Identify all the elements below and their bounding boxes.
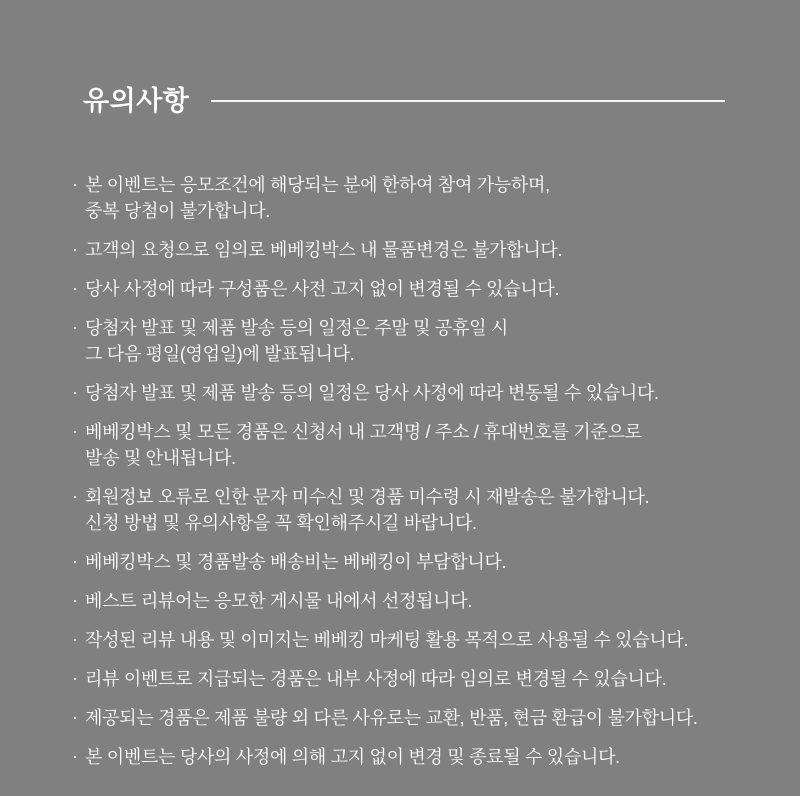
bullet-dot-icon: · bbox=[72, 317, 78, 338]
note-item bbox=[72, 744, 740, 770]
note-item bbox=[72, 549, 740, 575]
notice-header bbox=[85, 68, 740, 134]
note-text: 당사 사정에 따라 구성품은 사전 고지 없이 변경될 수 있습니다. bbox=[85, 279, 560, 300]
note-text: 회원정보 오류로 인한 문자 미수신 및 경품 미수령 시 재발송은 불가합니다. 신청 방법 및 유의사항을 꼭 확인해주시길 바랍니다. bbox=[85, 487, 650, 534]
bullet-dot-icon: · bbox=[72, 629, 78, 650]
bullet-dot-icon: · bbox=[72, 590, 78, 611]
title-rule bbox=[211, 100, 725, 102]
note-item bbox=[72, 315, 740, 367]
bullet-dot-icon: · bbox=[72, 278, 78, 299]
bullet-dot-icon: · bbox=[72, 174, 78, 195]
bullet-dot-icon: · bbox=[72, 746, 78, 767]
page-title: 유의사항 bbox=[83, 86, 190, 117]
note-text: 당첨자 발표 및 제품 발송 등의 일정은 주말 및 공휴일 시 그 다음 평일(영업일)에 발표됩니다. bbox=[85, 318, 508, 365]
note-item bbox=[72, 172, 740, 224]
note-text: 제공되는 경품은 제품 불량 외 다른 사유로는 교환, 반품, 현금 환급이 불가합니다. bbox=[85, 708, 698, 729]
note-text: 리뷰 이벤트로 지급되는 경품은 내부 사정에 따라 임의로 변경될 수 있습니다. bbox=[85, 669, 667, 690]
bullet-dot-icon: · bbox=[72, 421, 78, 442]
note-text: 베베킹박스 및 경품발송 배송비는 베베킹이 부담합니다. bbox=[85, 552, 507, 573]
notes-list bbox=[72, 172, 740, 770]
note-item bbox=[72, 627, 740, 653]
note-item bbox=[72, 705, 740, 731]
bullet-dot-icon: · bbox=[72, 707, 78, 728]
bullet-dot-icon: · bbox=[72, 382, 78, 403]
note-item bbox=[72, 484, 740, 536]
note-text: 베스트 리뷰어는 응모한 게시물 내에서 선정됩니다. bbox=[85, 591, 473, 612]
note-item bbox=[72, 588, 740, 614]
note-text: 당첨자 발표 및 제품 발송 등의 일정은 당사 사정에 따라 변동될 수 있습니다. bbox=[85, 383, 659, 404]
bullet-dot-icon: · bbox=[72, 239, 78, 260]
note-item bbox=[72, 380, 740, 406]
note-text: 본 이벤트는 당사의 사정에 의해 고지 없이 변경 및 종료될 수 있습니다. bbox=[85, 747, 620, 768]
note-text: 베베킹박스 및 모든 경품은 신청서 내 고객명 / 주소 / 휴대번호를 기준으로 발송 및 안내됩니다. bbox=[85, 422, 642, 469]
note-text: 고객의 요청으로 임의로 베베킹박스 내 물품변경은 불가합니다. bbox=[85, 240, 563, 261]
note-item bbox=[72, 666, 740, 692]
note-item bbox=[72, 419, 740, 471]
bullet-dot-icon: · bbox=[72, 551, 78, 572]
note-text: 본 이벤트는 응모조건에 해당되는 분에 한하여 참여 가능하며, 중복 당첨이 불가합니다. bbox=[85, 175, 550, 222]
note-text: 작성된 리뷰 내용 및 이미지는 베베킹 마케팅 활용 목적으로 사용될 수 있습니다. bbox=[85, 630, 689, 651]
note-item bbox=[72, 237, 740, 263]
bullet-dot-icon: · bbox=[72, 486, 78, 507]
note-item bbox=[72, 276, 740, 302]
bullet-dot-icon: · bbox=[72, 668, 78, 689]
